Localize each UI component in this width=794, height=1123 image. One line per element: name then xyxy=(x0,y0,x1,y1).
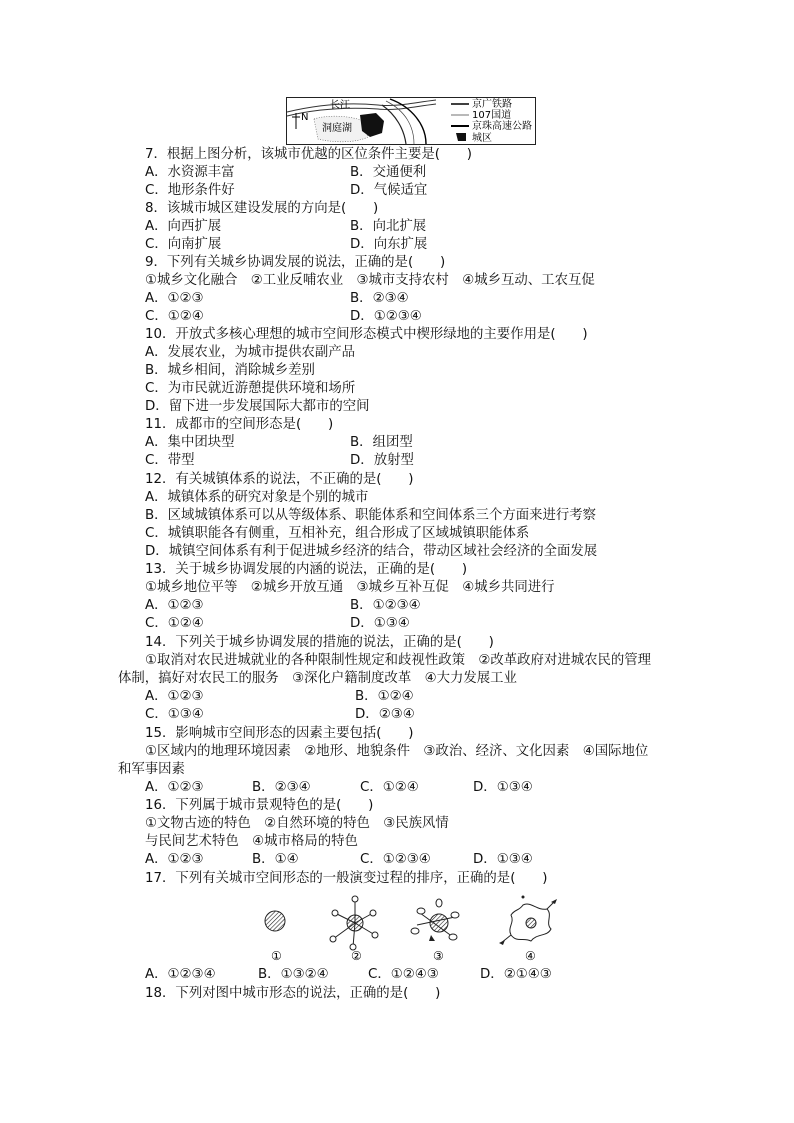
option-c: C．地形条件好 xyxy=(145,183,235,198)
form-compact xyxy=(265,911,285,931)
option-c: C．向南扩展 xyxy=(145,237,222,252)
legend-city: 城区 xyxy=(472,133,492,144)
statement-list: ①城乡地位平等 ②城乡开放互通 ③城乡互补互促 ④城乡共同进行 xyxy=(145,580,555,595)
form-sprawl xyxy=(499,896,557,946)
question-17: 17．下列有关城市空间形态的一般演变过程的排序，正确的是( ) xyxy=(145,871,548,886)
question-7: 7．根据上图分析，该城市优越的区位条件主要是( ) xyxy=(145,147,472,162)
option-a: A．①②③ xyxy=(145,852,204,867)
legend-highway: 107国道 xyxy=(472,110,512,121)
option-b: B．①③②④ xyxy=(258,967,329,982)
option-a: A．①②③④ xyxy=(145,967,216,982)
option-d: D．②①④③ xyxy=(480,967,552,982)
question-10: 10．开放式多核心理想的城市空间形态模式中楔形绿地的主要作用是( ) xyxy=(145,327,588,342)
question-16: 16．下列属于城市景观特色的是( ) xyxy=(145,798,374,813)
option-d: D．气候适宜 xyxy=(350,183,428,198)
question-9: 9．下列有关城乡协调发展的说法，正确的是( ) xyxy=(145,255,446,270)
option-b: B．交通便利 xyxy=(350,165,427,180)
question-14: 14．下列关于城乡协调发展的措施的说法，正确的是( ) xyxy=(145,635,494,650)
statement-list-continued: 体制，搞好对农民工的服务 ③深化户籍制度改革 ④大力发展工业 xyxy=(118,671,517,686)
option-a: A．城镇体系的研究对象是个别的城市 xyxy=(145,490,369,505)
option-b: B．①②③④ xyxy=(350,598,421,613)
option-a: A．①②③ xyxy=(145,689,204,704)
statement-list-continued: 与民间艺术特色 ④城市格局的特色 xyxy=(145,834,358,849)
option-a: A．水资源丰富 xyxy=(145,165,235,180)
figure-label-4: ④ xyxy=(525,949,536,963)
option-b: B．①④ xyxy=(252,852,299,867)
question-12: 12．有关城镇体系的说法，不正确的是( ) xyxy=(145,472,414,487)
option-a: A．向西扩展 xyxy=(145,219,222,234)
option-b: B．向北扩展 xyxy=(350,219,427,234)
legend-expressway: 京珠高速公路 xyxy=(472,121,532,132)
option-c: C．①②④ xyxy=(360,780,419,795)
question-18: 18．下列对图中城市形态的说法，正确的是( ) xyxy=(145,986,441,1001)
statement-list: ①取消对农民进城就业的各种限制性规定和歧视性政策 ②改革政府对进城农民的管理 xyxy=(145,653,652,668)
statement-list: ①文物古迹的特色 ②自然环境的特色 ③民族风情 xyxy=(145,816,449,831)
question-8: 8．该城市城区建设发展的方向是( ) xyxy=(145,201,379,216)
figure-label-2: ② xyxy=(351,949,362,963)
option-c: C．城镇职能各有侧重，互相补充，组合形成了区域城镇职能体系 xyxy=(145,526,530,541)
option-c: C．①②④③ xyxy=(368,967,439,982)
option-d: D．②③④ xyxy=(355,707,415,722)
figure-label-1: ① xyxy=(271,949,282,963)
lake-label: 洞庭湖 xyxy=(322,123,352,134)
option-d: D．放射型 xyxy=(350,453,414,468)
legend-railway: 京广铁路 xyxy=(472,99,512,110)
option-c: C．带型 xyxy=(145,453,195,468)
option-b: B．城乡相间，消除城乡差别 xyxy=(145,363,315,378)
statement-list: ①城乡文化融合 ②工业反哺农业 ③城市支持农村 ④城乡互动、工农互促 xyxy=(145,273,595,288)
option-d: D．①③④ xyxy=(350,616,410,631)
option-d: D．①③④ xyxy=(473,780,533,795)
option-b: B．②③④ xyxy=(350,291,409,306)
option-b: B．组团型 xyxy=(350,435,413,450)
north-label: N xyxy=(301,112,309,123)
option-d: D．城镇空间体系有利于促进城乡经济的结合，带动区域社会经济的全面发展 xyxy=(145,544,598,559)
option-c: C．①③④ xyxy=(145,707,204,722)
option-d: D．①②③④ xyxy=(350,309,422,324)
city-location-map xyxy=(286,97,536,145)
option-b: B．②③④ xyxy=(252,780,311,795)
statement-list: ①区域内的地理环境因素 ②地形、地貌条件 ③政治、经济、文化因素 ④国际地位 xyxy=(145,744,649,759)
option-a: A．发展农业，为城市提供农副产品 xyxy=(145,345,356,360)
option-b: B．①②④ xyxy=(355,689,414,704)
option-a: A．集中团块型 xyxy=(145,435,235,450)
option-c: C．①②③④ xyxy=(360,852,431,867)
option-a: A．①②③ xyxy=(145,291,204,306)
question-13: 13．关于城乡协调发展的内涵的说法，正确的是( ) xyxy=(145,562,468,577)
question-15: 15．影响城市空间形态的因素主要包括( ) xyxy=(145,726,414,741)
river-label: 长江 xyxy=(330,100,350,111)
form-radial xyxy=(330,896,378,950)
figure-label-3: ③ xyxy=(433,949,444,963)
option-d: D．留下进一步发展国际大都市的空间 xyxy=(145,399,370,414)
option-b: B．区域城镇体系可以从等级体系、职能体系和空间体系三个方面来进行考察 xyxy=(145,508,597,523)
statement-list-continued: 和军事因素 xyxy=(118,762,185,777)
option-c: C．为市民就近游憩提供环境和场所 xyxy=(145,381,356,396)
option-a: A．①②③ xyxy=(145,598,204,613)
option-c: C．①②④ xyxy=(145,309,204,324)
option-d: D．向东扩展 xyxy=(350,237,428,252)
option-d: D．①③④ xyxy=(473,852,533,867)
option-c: C．①②④ xyxy=(145,616,204,631)
question-11: 11．成都市的空间形态是( ) xyxy=(145,417,334,432)
form-cluster xyxy=(411,899,459,941)
city-form-diagrams xyxy=(255,893,575,963)
option-a: A．①②③ xyxy=(145,780,204,795)
